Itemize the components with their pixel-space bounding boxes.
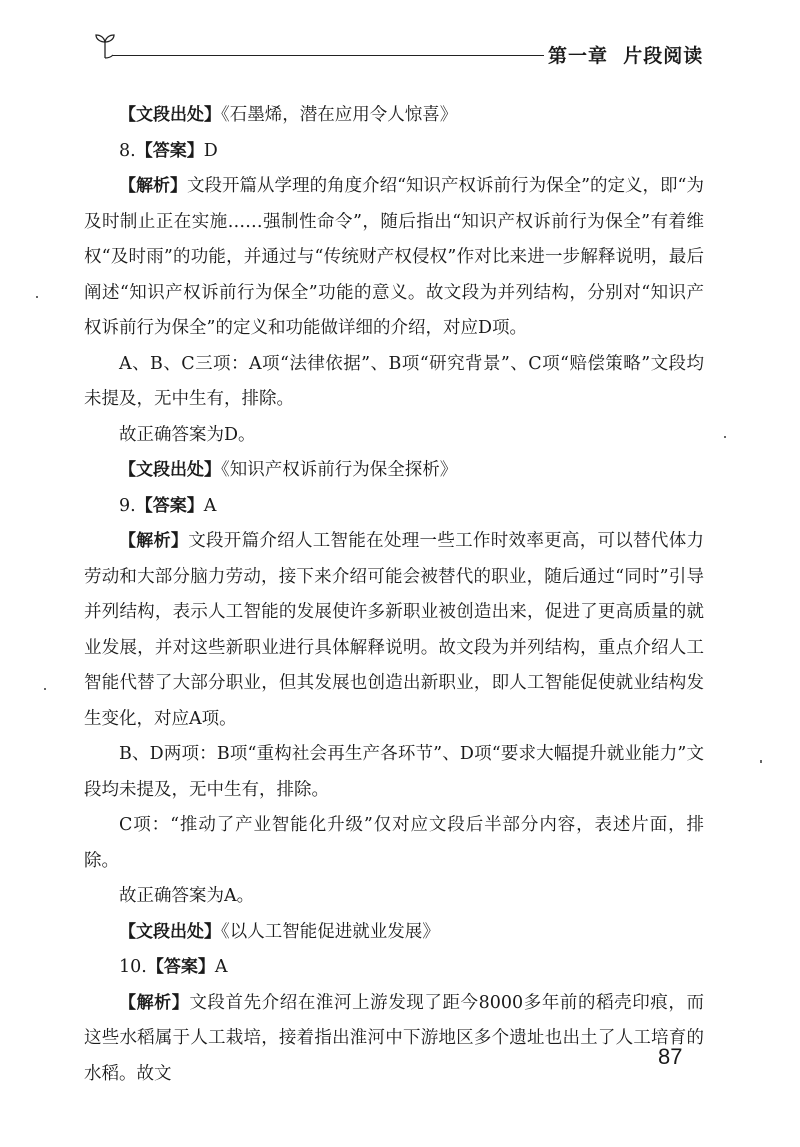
paragraph [84,524,704,737]
text: 故正确答案为D。 [119,424,256,445]
tag: 【解析】 [119,176,188,196]
paragraph [84,986,704,1093]
answer: A [203,495,217,516]
answer: D [203,140,218,161]
text: 《石墨烯，潜在应用令人惊喜》 [221,105,458,125]
header-rule [112,55,544,56]
text: B、D两项：B项“重构社会再生产各环节”、D项“要求大幅提升就业能力”文段均未提及，无中生有，排除。 [84,744,704,800]
paragraph [84,489,704,525]
tag: 【答案】 [135,140,204,161]
tag: 【解析】 [119,531,189,551]
text: C项：“推动了产业智能化升级”仅对应文段后半部分内容，表述片面，排除。 [84,815,704,871]
tag: 【文段出处】 [119,105,221,125]
page-header [0,0,800,80]
paragraph [84,347,704,418]
chapter-title [548,41,703,68]
text: 文段首先介绍在淮河上游发现了距今8000多年前的稻壳印痕，而这些水稻属于人工栽培，接着指出淮河中下游地区多个遗址也出土了人工培育的水稻。故文 [84,992,704,1084]
paragraph [84,134,704,170]
answer: A [214,957,228,977]
tag: 【答案】 [135,495,204,516]
page-number: 87 [658,1044,683,1069]
text: 文段开篇从学理的角度介绍“知识产权诉前行为保全”的定义，即“为及时制止正在实施……强制性命令”，随后指出“知识产权诉前行为保全”有着维权“及时雨”的功能，并通过与“传统财产权侵权”作对比来进一步解释说明，最后阐述“知识产权诉前行为保全”功能的意义。故文段为并列结构，分别对“知识产权诉前行为保全”的定义和功能做详细的介绍，对应D项。 [84,176,705,338]
scan-speck [44,688,46,690]
scan-speck [724,436,726,438]
text: A、B、C三项：A项“法律依据”、B项“研究背景”、C项“赔偿策略”文段均未提及，无中生有，排除。 [84,353,704,409]
chapter-number: 第一章 [548,45,609,67]
paragraph [84,950,704,986]
text: 文段开篇介绍人工智能在处理一些工作时效率更高，可以替代体力劳动和大部分脑力劳动，接下来介绍可能会被替代的职业，随后通过“同时”引导并列结构，表示人工智能的发展使许多新职业被创造出来，促进了更高质量的就业发展，并对这些新职业进行具体解释说明。故文段为并列结构，重点介绍人工智能代替了大部分职业，但其发展也创造出新职业，即人工智能促使就业结构发生变化，对应A项。 [84,531,704,729]
paragraph [84,915,704,951]
question-number: 9. [119,495,136,516]
tag: 【文段出处】 [119,460,221,480]
paragraph [84,169,704,347]
paragraph [84,453,704,489]
scan-speck [760,760,762,763]
text: 《以人工智能促进就业发展》 [221,921,440,942]
paragraph [84,879,704,915]
tag: 【文段出处】 [119,921,221,942]
tag: 【答案】 [146,957,215,977]
body-text [84,98,704,1092]
question-number: 10. [119,957,147,977]
text: 《知识产权诉前行为保全探析》 [221,460,458,480]
paragraph [84,737,704,808]
paragraph [84,418,704,454]
question-number: 8. [119,140,136,161]
tag: 【解析】 [119,992,190,1013]
scan-speck [36,296,38,298]
paragraph [84,808,704,879]
section-title: 片段阅读 [623,45,704,67]
text: 故正确答案为A。 [119,886,255,906]
paragraph [84,98,704,134]
